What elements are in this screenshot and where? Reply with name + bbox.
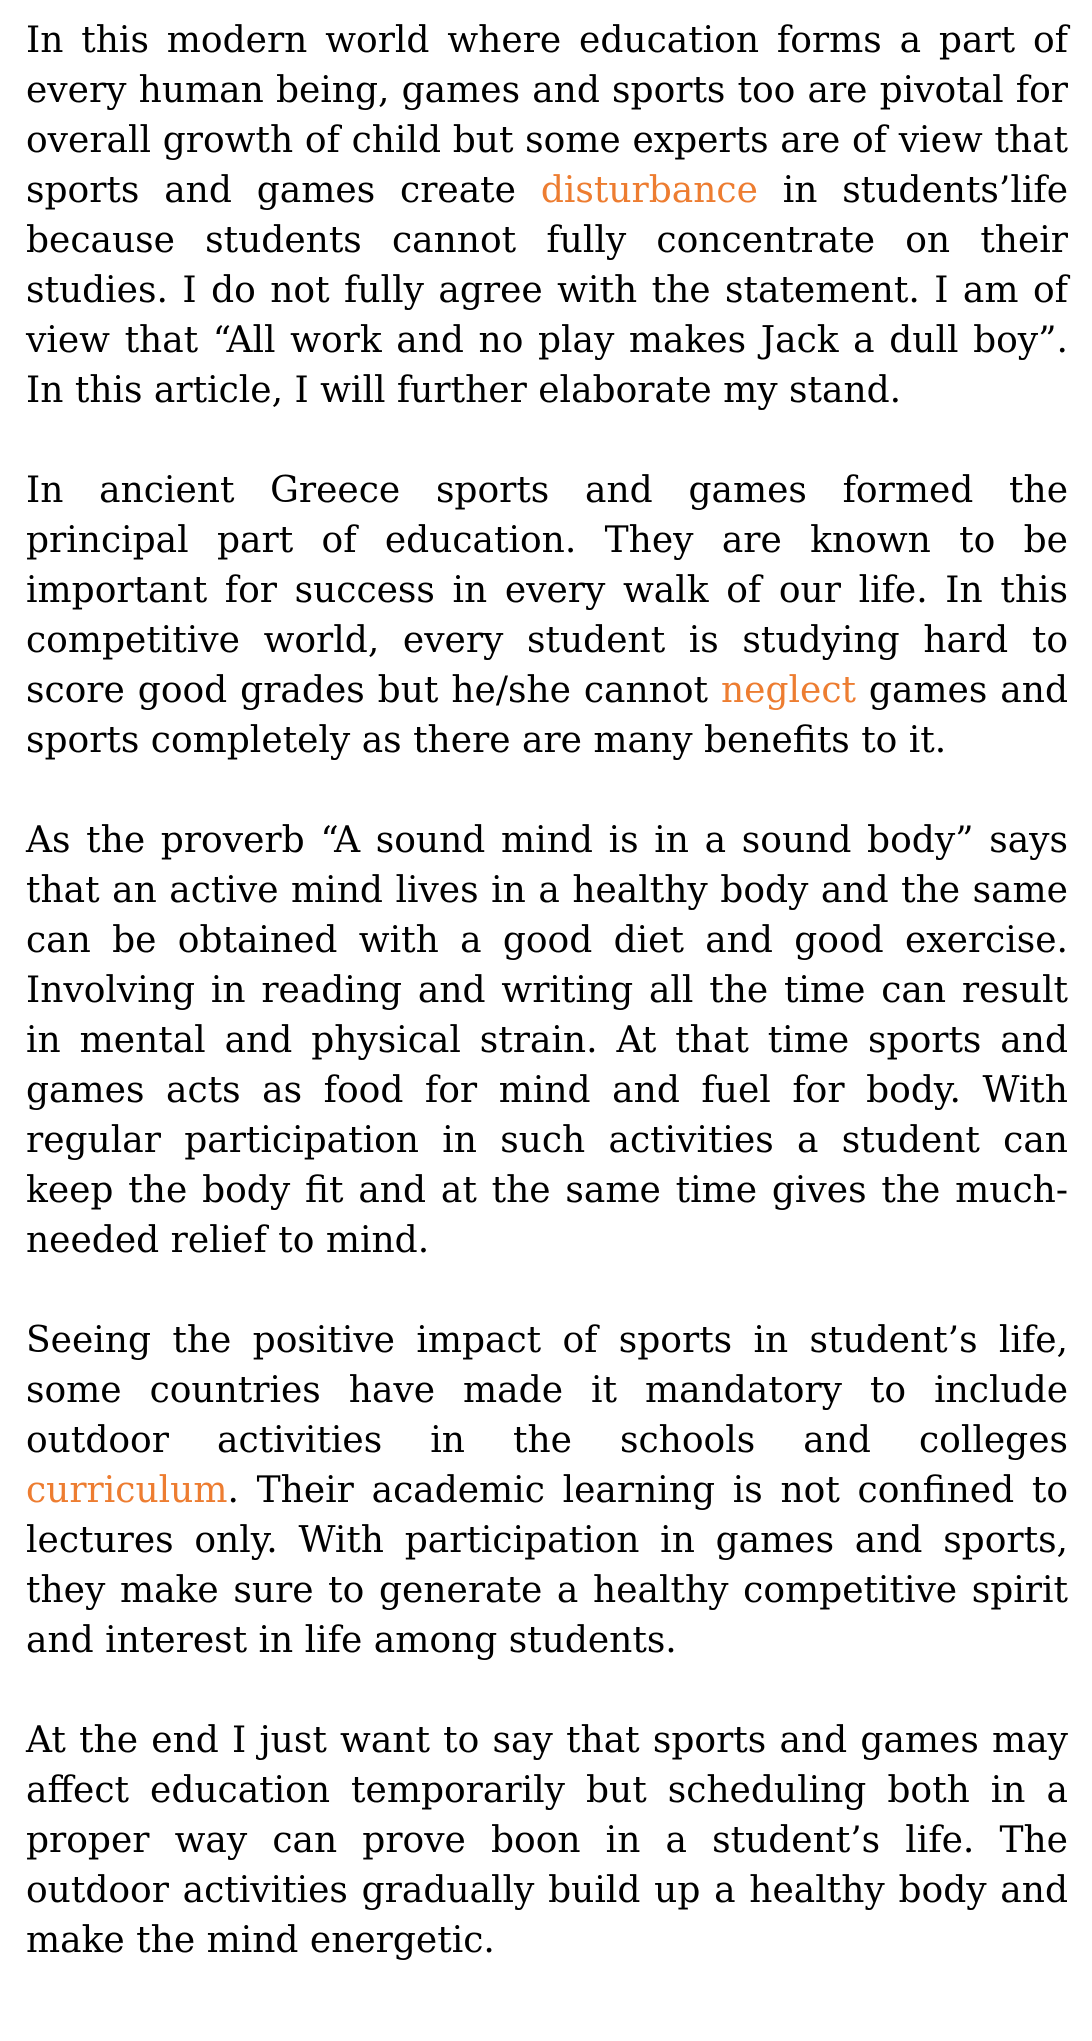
highlighted-word-curriculum: curriculum — [26, 1470, 228, 1511]
paragraph-curriculum — [26, 1316, 1068, 1666]
text-segment: At the end I just want to say that sports and games may affect education temporarily but scheduling both in a proper way can prove boon in a student’s life. The outdoor activities gradually build up a healthy body and make the mind energetic. — [26, 1720, 1068, 1961]
paragraph-ancient-greece — [26, 466, 1068, 766]
text-segment: games and sports completely as there are many benefits to it. — [26, 670, 1068, 761]
text-segment: . Their academic learning is not confined to lectures only. With participation in games and sports, they make sure to generate a healthy competitive spirit and interest in life among students. — [26, 1470, 1068, 1661]
highlighted-word-neglect: neglect — [720, 670, 856, 711]
paragraph-proverb — [26, 816, 1068, 1266]
text-segment: Seeing the positive impact of sports in student’s life, some countries have made it mandatory to include outdoor activities in the schools and colleges — [26, 1320, 1068, 1461]
text-segment: In this modern world where education forms a part of every human being, games and sports too are pivotal for overall growth of child but some experts are of view that sports and games create — [26, 20, 1068, 211]
text-segment: As the proverb “A sound mind is in a sound body” says that an active mind lives in a healthy body and the same can be obtained with a good diet and good exercise. Involving in reading and writing all the time can result in mental and physical strain. At that time sports and games acts as food for mind and fuel for body. With regular participation in such activities a student can keep the body fit and at the same time gives the much-needed relief to mind. — [26, 820, 1068, 1261]
paragraph-intro — [26, 16, 1068, 416]
highlighted-word-disturbance: disturbance — [540, 170, 758, 211]
text-segment: in students’life because students cannot fully concentrate on their studies. I do not fully agree with the statement. I am of view that “All work and no play makes Jack a dull boy”. In this article, I will further elaborate my stand. — [26, 170, 1068, 411]
text-segment: In ancient Greece sports and games formed the principal part of education. They are known to be important for success in every walk of our life. In this competitive world, every student is studying hard to score good grades but he/she cannot — [26, 470, 1068, 711]
paragraph-conclusion — [26, 1716, 1068, 1966]
